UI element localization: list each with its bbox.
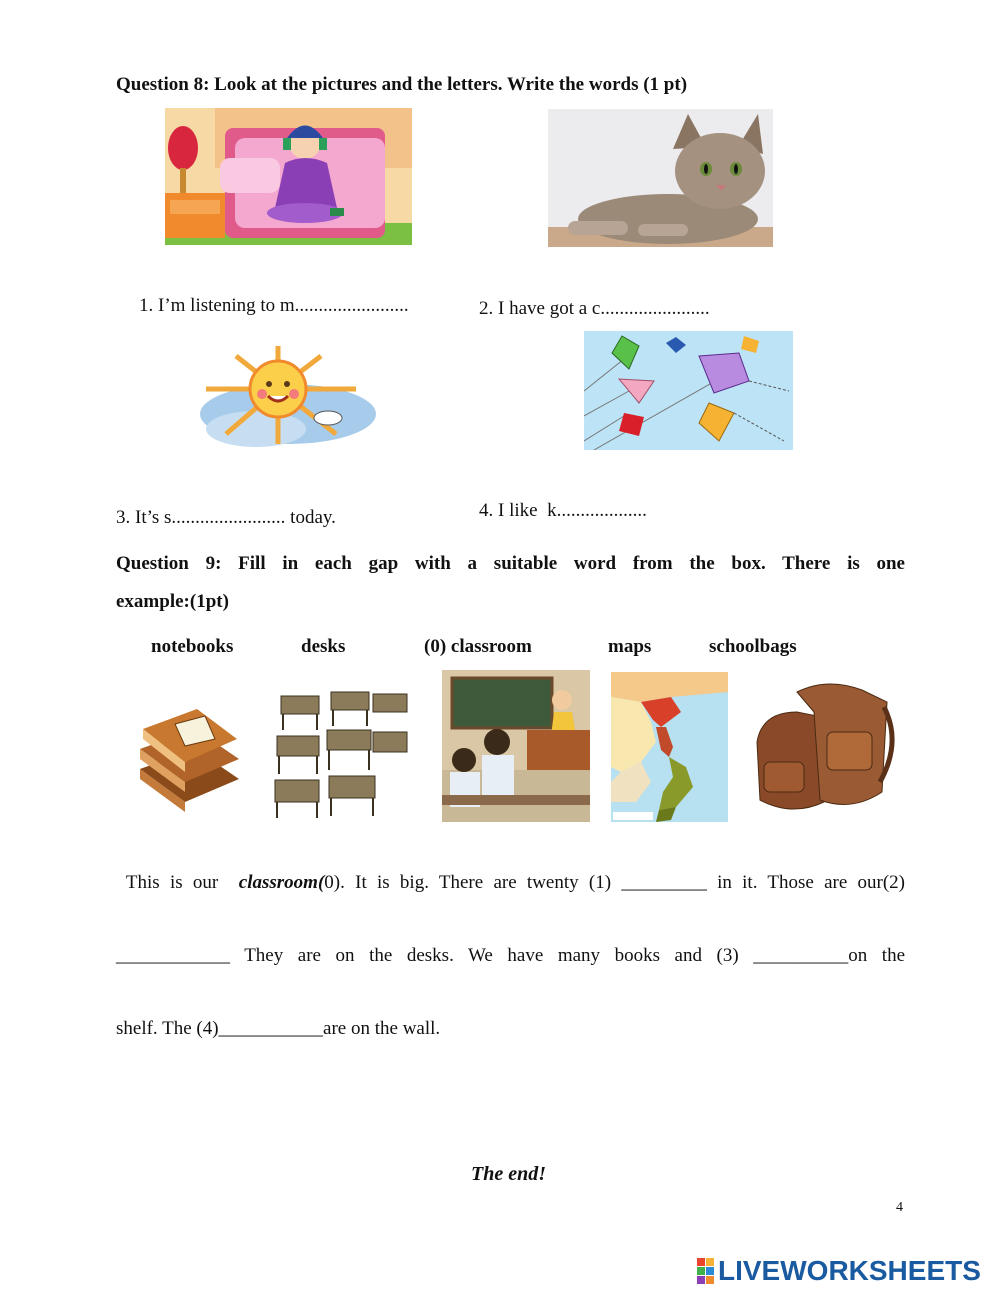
- cat-image: [548, 109, 773, 247]
- word-desks: desks: [301, 636, 346, 657]
- schoolbags-image: [752, 672, 902, 822]
- classroom-image: [442, 670, 590, 822]
- logo-blocks-icon: [697, 1258, 714, 1284]
- paragraph-line-1: [116, 872, 905, 894]
- notebooks-image: [135, 684, 244, 822]
- word-maps: maps: [608, 636, 652, 657]
- word-schoolbags: schoolbags: [709, 636, 797, 657]
- para-text: They are on the desks. We have many books and (3): [230, 945, 754, 966]
- para-text: are on the wall.: [323, 1018, 441, 1039]
- kites-image: [584, 331, 793, 450]
- para-text: on the: [848, 945, 905, 966]
- para-text: This is our: [116, 872, 239, 893]
- para-text: 0). It is big. There are twenty (1): [324, 872, 622, 893]
- question-8-title: Question 8: Look at the pictures and the letters. Write the words (1 pt): [116, 74, 688, 95]
- paragraph-line-2: [116, 945, 905, 967]
- example-word: classroom(: [238, 872, 325, 893]
- paragraph-line-3: [116, 1018, 905, 1040]
- sun-image: [196, 344, 381, 458]
- blank-2[interactable]: ____________: [116, 945, 230, 966]
- liveworksheets-logo[interactable]: [697, 1256, 981, 1286]
- q8-item-4: 4. I like k...................: [479, 500, 647, 521]
- word-classroom: (0) classroom: [424, 636, 532, 657]
- map-image: [611, 672, 728, 822]
- desks-image: [273, 684, 410, 821]
- para-text: in it. Those are our(2): [706, 872, 906, 893]
- question-9-title-line2: example:(1pt): [116, 591, 229, 612]
- blank-3[interactable]: __________: [753, 945, 849, 966]
- blank-4[interactable]: ___________: [218, 1018, 324, 1039]
- q8-item-1: 1. I’m listening to m........................: [139, 295, 409, 316]
- girl-music-image: [165, 108, 412, 245]
- para-text: shelf. The (4): [116, 1018, 219, 1039]
- page-number: 4: [896, 1200, 903, 1215]
- q8-item-2: 2. I have got a c.......................: [479, 298, 710, 319]
- q8-item-3: 3. It’s s........................ today.: [116, 507, 336, 528]
- the-end-text: The end!: [471, 1163, 546, 1185]
- logo-text: LIVEWORKSHEETS: [718, 1255, 981, 1286]
- word-notebooks: notebooks: [151, 636, 234, 657]
- blank-1[interactable]: _________: [621, 872, 707, 893]
- question-9-title-line1: Question 9: Fill in each gap with a suitable word from the box. There is one: [116, 553, 905, 574]
